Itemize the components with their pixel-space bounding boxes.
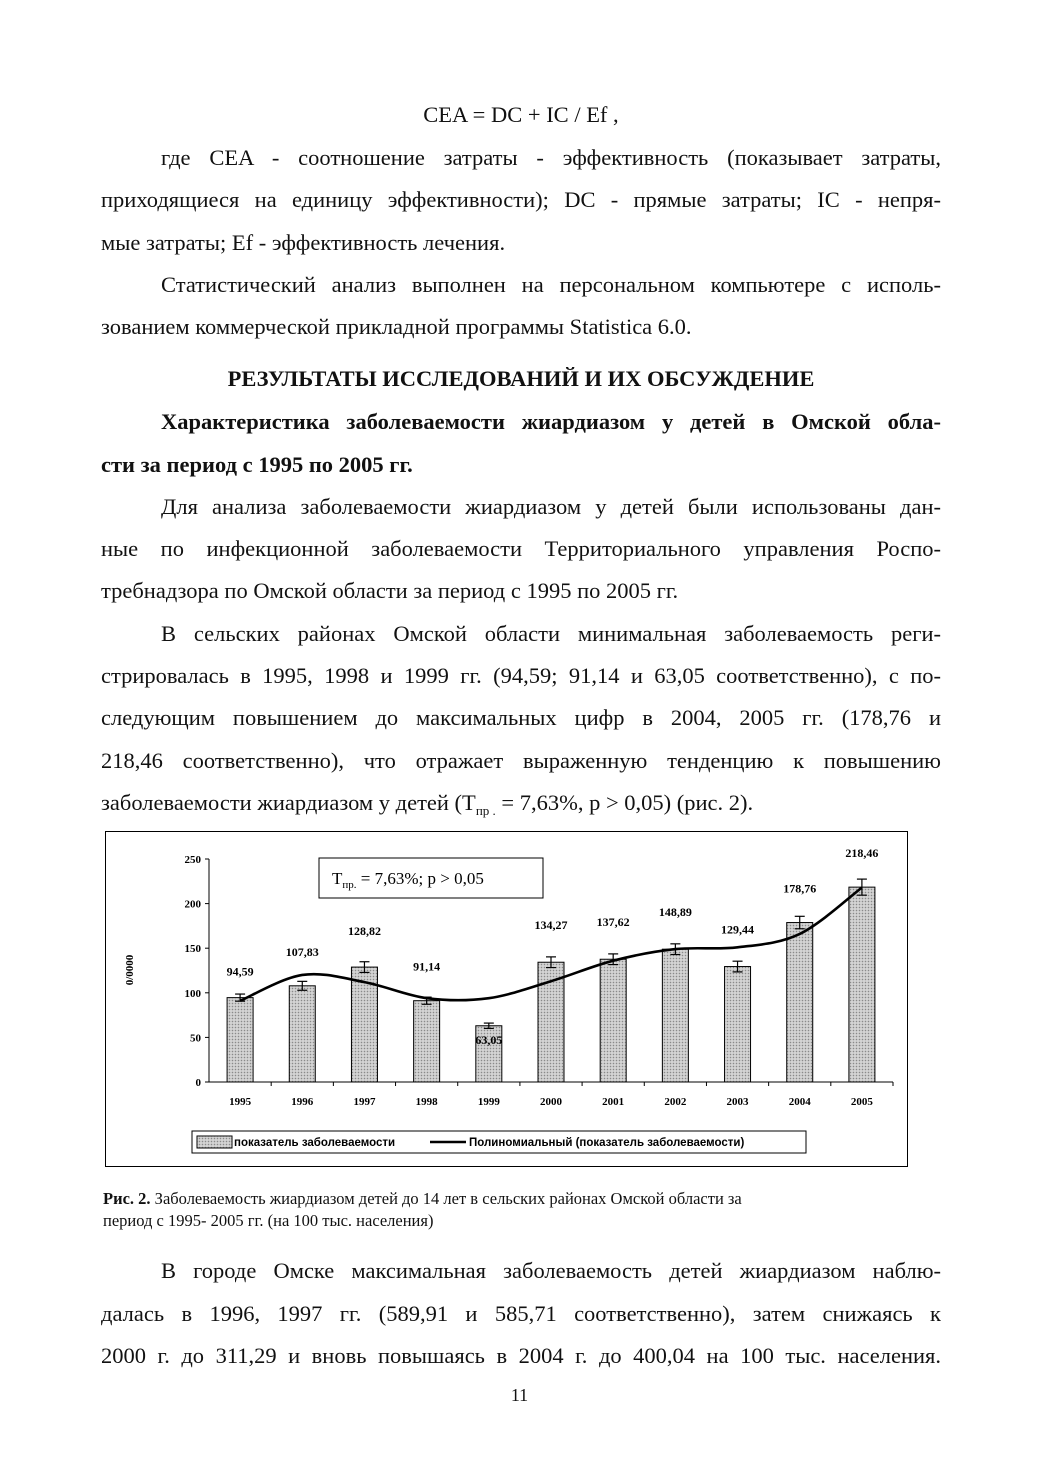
legend-label-trend: Полиномиальный (показатель заболеваемости) <box>469 1137 745 1149</box>
data-label: 91,14 <box>413 959 441 974</box>
data-label: 63,05 <box>475 1032 503 1047</box>
paragraph-statistics-line1: Статистический анализ выполнен на персональном компьютере с исполь- <box>161 272 941 297</box>
paragraph-data-source-line3: требнадзора по Омской области за период с 1995 по 2005 гг. <box>101 578 679 603</box>
section-heading: РЕЗУЛЬТАТЫ ИССЛЕДОВАНИЙ И ИХ ОБСУЖДЕНИЕ <box>227 366 815 391</box>
y-tick-label: 200 <box>184 898 201 911</box>
bar <box>227 998 253 1082</box>
figure-2-chart <box>105 831 908 1167</box>
paragraph-rural-line5 <box>101 788 941 826</box>
x-tick-label: 1997 <box>353 1096 376 1108</box>
rural-line5-sub: пр . <box>475 803 496 818</box>
bar <box>662 949 688 1082</box>
figure-caption-line1 <box>103 1189 923 1209</box>
data-label: 129,44 <box>721 922 755 937</box>
x-tick-label: 1995 <box>229 1096 252 1108</box>
x-tick-label: 2004 <box>788 1096 811 1108</box>
x-tick-label: 1996 <box>291 1096 314 1108</box>
paragraph-rural-line1: В сельских районах Омской области минимальная заболеваемость реги- <box>161 621 941 646</box>
x-tick-label: 2000 <box>540 1096 562 1108</box>
bar <box>600 959 626 1082</box>
data-label: 137,62 <box>596 915 630 930</box>
figure-caption-text: Заболеваемость жиардиазом детей до 14 лет в сельских районах Омской области за <box>150 1189 742 1208</box>
figure-caption-line2: период с 1995- 2005 гг. (на 100 тыс. населения) <box>103 1211 434 1230</box>
annotation-prefix: T <box>332 869 343 888</box>
page-number: 11 <box>510 1385 529 1405</box>
data-label: 218,46 <box>845 846 879 861</box>
paragraph-statistics-line2: зованием коммерческой прикладной программы Statistica 6.0. <box>101 314 692 339</box>
bar <box>289 986 315 1082</box>
x-tick-label: 2002 <box>664 1096 687 1108</box>
annotation-suffix: = 7,63%; p > 0,05 <box>356 869 484 888</box>
paragraph-city-line1: В городе Омске максимальная заболеваемость детей жиардиазом наблю- <box>161 1258 941 1283</box>
figure-caption-label: Рис. 2. <box>103 1189 151 1208</box>
y-tick-label: 100 <box>184 987 201 1000</box>
rural-line5-before: заболеваемости жиардиазом у детей (T <box>101 790 476 815</box>
paragraph-data-source-line2: ные по инфекционной заболеваемости Территориального управления Роспо- <box>101 536 941 561</box>
bar <box>725 967 751 1082</box>
rural-line5-after: = 7,63%, p > 0,05) (рис. 2). <box>495 790 754 815</box>
y-tick-label: 0 <box>195 1077 201 1089</box>
paragraph-data-source-line1: Для анализа заболеваемости жиардиазом у детей были использованы дан- <box>161 494 941 519</box>
x-tick-label: 2001 <box>602 1096 625 1108</box>
x-tick-label: 1999 <box>477 1096 500 1108</box>
data-label: 148,89 <box>658 905 692 920</box>
x-tick-label: 2003 <box>726 1096 749 1108</box>
y-tick-label: 250 <box>184 854 201 866</box>
subheading-line1: Характеристика заболеваемости жиардиазом у детей в Омской обла- <box>161 409 941 434</box>
bar <box>849 887 875 1082</box>
y-tick-label: 50 <box>190 1032 201 1045</box>
paragraph-city-line2: далась в 1996, 1997 гг. (589,91 и 585,71 соответственно), затем снижаясь к <box>101 1301 941 1326</box>
paragraph-cea-line2: приходящиеся на единицу эффективности); DC - прямые затраты; IC - непря- <box>101 187 941 212</box>
annotation-sub: пр. <box>342 879 357 891</box>
x-tick-label: 1998 <box>415 1096 438 1108</box>
paragraph-rural-line4: 218,46 соответственно), что отражает выраженную тенденцию к повышению <box>101 748 941 773</box>
paragraph-city-line3: 2000 г. до 311,29 и вновь повышаясь в 2004 г. до 400,04 на 100 тыс. населения. <box>101 1343 941 1368</box>
bar <box>787 923 813 1082</box>
chart-svg <box>106 832 909 1168</box>
bar <box>414 1001 440 1082</box>
data-label: 128,82 <box>347 924 381 939</box>
paragraph-cea-line3: мые затраты; Ef - эффективность лечения. <box>101 230 506 255</box>
subheading-line2: сти за период с 1995 по 2005 гг. <box>101 452 413 477</box>
formula: CEA = DC + IC / Ef , <box>423 102 619 127</box>
x-tick-label: 2005 <box>850 1096 873 1108</box>
data-label: 134,27 <box>534 918 568 933</box>
data-label: 178,76 <box>783 881 817 896</box>
paragraph-rural-line3: следующим повышением до максимальных цифр в 2004, 2005 гг. (178,76 и <box>101 705 941 730</box>
paragraph-cea-line1: где CEA - соотношение затраты - эффективность (показывает затраты, <box>161 145 941 170</box>
data-label: 107,83 <box>285 944 319 959</box>
paragraph-rural-line2: стрировалась в 1995, 1998 и 1999 гг. (94,59; 91,14 и 63,05 соответственно), с по- <box>101 663 941 688</box>
legend-label-bars: показатель заболеваемости <box>234 1137 396 1149</box>
y-axis-label: 0/0000 <box>124 954 136 986</box>
y-tick-label: 150 <box>184 943 201 956</box>
legend-swatch-bars <box>197 1136 232 1148</box>
data-label: 94,59 <box>226 964 254 979</box>
